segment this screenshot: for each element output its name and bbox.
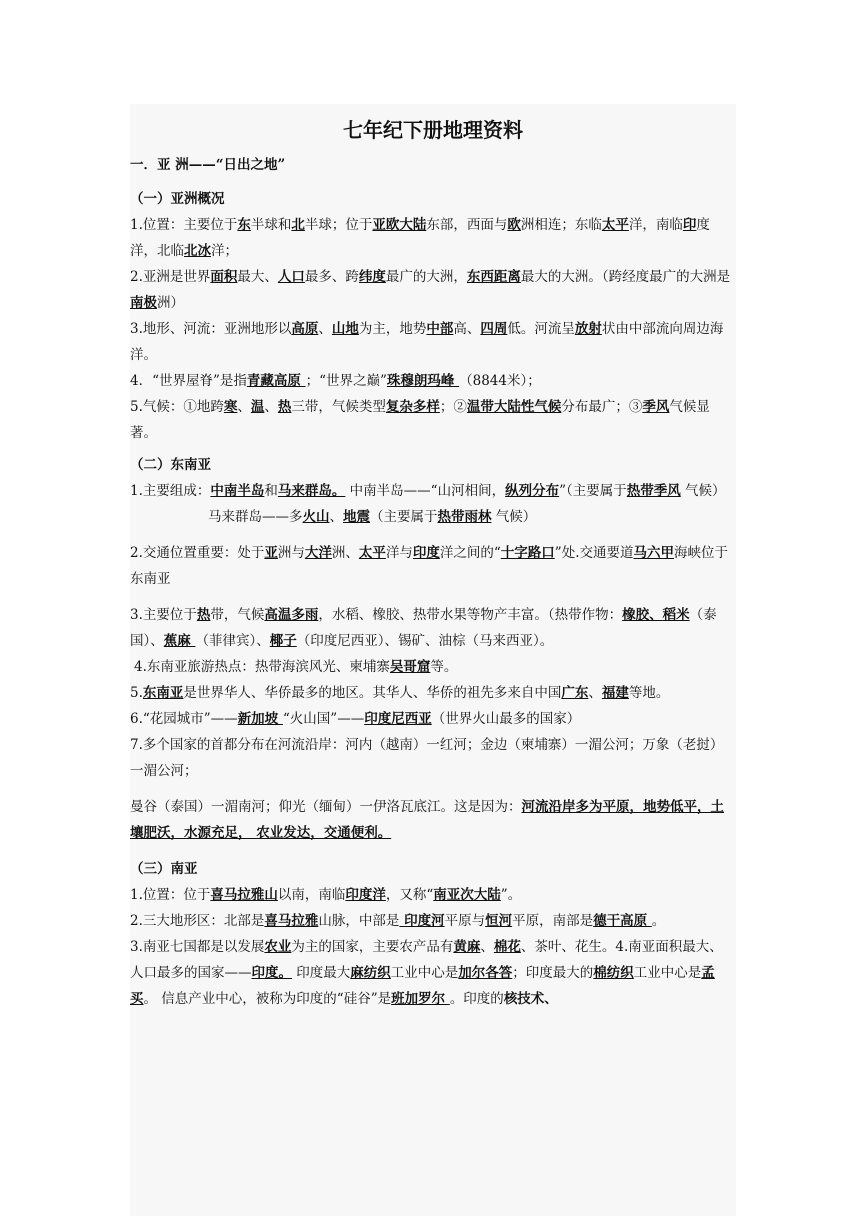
text-run: 分布最广；③ [561, 399, 643, 415]
text-run: 1.位置：位于 [130, 887, 211, 903]
text-run: 。印度的 [449, 991, 504, 1007]
key-term: 热 [277, 399, 292, 415]
text-run: 、 [318, 321, 332, 337]
key-term: 椰子 [269, 633, 297, 649]
paragraph [130, 706, 736, 732]
key-term: 寒 [223, 399, 238, 415]
key-term: 德干高原 [593, 913, 652, 929]
key-term: 广东 [561, 685, 589, 701]
text-run: 半球；位于 [304, 217, 373, 233]
text-run: 平原，南部是 [512, 913, 594, 929]
paragraph [130, 540, 736, 592]
key-term: 四周 [480, 321, 508, 337]
key-term: 北 [291, 217, 305, 233]
text-run: （主要属于 [370, 509, 438, 525]
key-term: 中部 [426, 321, 454, 337]
text-run: 3.地形、河流：亚洲地形以 [130, 321, 292, 337]
document-title: 七年纪下册地理资料 [343, 118, 523, 142]
text-run: 6.“花园城市”—— [130, 711, 238, 727]
key-term: 珠穆朗玛峰 [386, 373, 460, 389]
paragraph [130, 908, 736, 934]
key-term: 太平 [601, 217, 629, 233]
paragraph [130, 212, 736, 264]
text-run: 7.多个国家的首都分布在河流沿岸：河内（越南）一红河；金边（柬埔寨）一湄公河；万象（老挝）一湄公河； [130, 737, 724, 779]
key-term: 亚欧大陆 [372, 217, 427, 233]
key-term: 印 [682, 217, 697, 233]
key-term: 印度河 [399, 913, 445, 929]
key-term: 印度洋 [345, 887, 386, 903]
text-run: 半球和 [250, 217, 292, 233]
key-term: 南极 [130, 295, 157, 311]
key-term: 棉花 [493, 939, 521, 955]
text-run: 2.三大地形区：北部是 [130, 913, 265, 929]
text-run: 东部，西面与 [426, 217, 508, 233]
south-asia-paragraphs [130, 882, 736, 1012]
key-term: 纬度 [358, 269, 386, 285]
text-run: ，水稻、橡胶、热带水果等物产丰富。（热带作物： [318, 607, 623, 623]
text-run: 最大的大洲。（跨经度最广的大洲是 [520, 269, 731, 285]
text-run: 海峡位于东南亚 [130, 545, 728, 587]
key-term: 季风 [642, 399, 670, 415]
key-term: 放射 [574, 321, 602, 337]
text-run: 平原与 [444, 913, 486, 929]
paragraph [130, 264, 736, 316]
key-term: 孟买 [130, 965, 715, 1007]
key-term: 青藏高原 [246, 373, 306, 389]
text-run: 为主，地势 [358, 321, 427, 337]
text-run: 洲、 [331, 545, 359, 561]
text-run: 5.气候：①地跨 [130, 399, 224, 415]
key-term: 农业 [264, 939, 292, 955]
text-run: 为主的国家，主要农产品有 [291, 939, 454, 955]
section-heading-asia: 一．亚 洲——“日出之地” [130, 157, 286, 173]
text-run: 气候） [491, 509, 537, 525]
paragraph [130, 504, 736, 530]
text-run: 和 [264, 483, 278, 499]
key-term: 橡胶、 [622, 607, 663, 623]
key-term: 热带季风 [626, 483, 681, 499]
key-term: 河流沿岸多为平原，地势低平，土壤肥沃，水源充足， 农业发达，交通便利。 [130, 799, 724, 841]
southeast-asia-paragraphs [130, 478, 736, 846]
subheading-asia-overview: （一）亚洲概况 [130, 191, 225, 207]
key-term: 地震 [343, 509, 370, 525]
text-run: 洲） [157, 295, 184, 311]
text-run: 、 [264, 399, 278, 415]
text-run: ”（主要属于 [559, 483, 627, 499]
key-term: 新加坡 [237, 711, 283, 727]
text-run: ，又称“ [385, 887, 434, 903]
key-term: 印度 [412, 545, 440, 561]
key-term: 太平 [358, 545, 386, 561]
key-term: 火山 [302, 509, 330, 525]
text-run: 三带，气候类型 [291, 399, 386, 415]
key-term: 印度尼西亚 [364, 711, 432, 727]
key-term: 恒河 [485, 913, 513, 929]
text-run: 曼谷（泰国）一湄南河；仰光（缅甸）一伊洛瓦底江。这是因为： [130, 799, 522, 815]
text-run: 等。 [430, 659, 458, 675]
key-term: 欧 [507, 217, 521, 233]
paragraph [130, 478, 736, 504]
key-term: 温带大陆性气候 [466, 399, 562, 415]
text-run: 最大、 [237, 269, 278, 285]
text-run: 山脉，中部是 [318, 913, 400, 929]
text-run: 洋，南临 [628, 217, 683, 233]
text-run: 最多、跨 [304, 269, 359, 285]
key-term: 大洋 [304, 545, 332, 561]
text-run: 洋； [211, 243, 238, 259]
text-run: 低。河流呈 [507, 321, 575, 337]
text-run: ；印度最大的 [512, 965, 594, 981]
key-term: 东西距离 [466, 269, 521, 285]
key-term: 核技术、 [503, 991, 558, 1007]
key-term: 麻纺织 [350, 965, 391, 981]
text-run: 洋之间的“ [439, 545, 501, 561]
text-run: 4．“世界屋脊”是指 [130, 373, 247, 389]
key-term: 喜马拉雅山 [210, 887, 278, 903]
text-run: 。 [651, 913, 666, 929]
text-run: 、 [329, 509, 343, 525]
paragraph [130, 934, 736, 1012]
key-term: 温 [250, 399, 265, 415]
text-run: 度洋，北临 [130, 217, 710, 259]
document-content [130, 112, 736, 1012]
subheading-southeast-asia: （二）东南亚 [130, 457, 211, 473]
key-term: 蕉麻 [163, 633, 196, 649]
key-term: 人口 [277, 269, 305, 285]
text-run: 2.亚洲是世界 [130, 269, 211, 285]
text-run: 。 信息产业中心，被称为印度的“硅谷”是 [143, 991, 392, 1007]
paragraph [130, 732, 736, 784]
key-term: 南亚次大陆 [433, 887, 501, 903]
key-term: 热 [196, 607, 211, 623]
text-run: 3.主要位于 [130, 607, 197, 623]
text-run: 等地。 [628, 685, 670, 701]
asia-paragraphs [130, 212, 736, 446]
key-term: 喜马拉雅 [264, 913, 319, 929]
key-term: 纵列分布 [505, 483, 560, 499]
text-run: 、 [237, 399, 251, 415]
text-run: 工业中心是 [390, 965, 459, 981]
key-term: 面积 [210, 269, 238, 285]
text-run: 洋与 [385, 545, 413, 561]
text-run: 、 [588, 685, 602, 701]
key-term: 复杂多样 [385, 399, 440, 415]
key-term: 黄麻 [453, 939, 481, 955]
text-run: 是世界华人、华侨最多的地区。其华人、华侨的祖先多来自中国 [183, 685, 562, 701]
paragraph [130, 654, 736, 680]
text-run: 2.交通位置重要：处于 [130, 545, 265, 561]
text-run: 印度最大 [292, 965, 351, 981]
key-term: 热带雨林 [437, 509, 492, 525]
text-run: 、 [480, 939, 494, 955]
text-run: （菲律宾）、 [195, 633, 270, 649]
text-run: 带，气候 [210, 607, 265, 623]
key-term: 班加罗尔 [391, 991, 450, 1007]
text-run: 5. [130, 685, 143, 701]
key-term: 中南半岛 [210, 483, 265, 499]
text-run: 最广的大洲， [385, 269, 467, 285]
text-run: ；“世界之巅” [305, 373, 387, 389]
key-term: 棉纺织 [593, 965, 634, 981]
paragraph [130, 394, 736, 446]
text-run: 中南半岛——“山河相间， [345, 483, 506, 499]
key-term: 加尔各答 [458, 965, 513, 981]
key-term: 马六甲 [633, 545, 674, 561]
text-run: 4.东南亚旅游热点：热带海滨风光、柬埔寨 [134, 659, 390, 675]
text-run: 1.主要组成： [130, 483, 211, 499]
paragraph [130, 882, 736, 908]
text-run: （印度尼西亚）、锡矿、油棕（马来西亚）。 [296, 633, 554, 649]
text-run: ；② [439, 399, 467, 415]
text-run: 以南，南临 [277, 887, 346, 903]
key-term: 福建 [601, 685, 629, 701]
paragraph [130, 680, 736, 706]
text-run: （8844米）； [459, 373, 541, 389]
text-run: 洲与 [277, 545, 305, 561]
text-run: 3.南亚七国都是以发展 [130, 939, 265, 955]
paragraph [130, 368, 736, 394]
key-term: 亚 [264, 545, 278, 561]
text-run: 气候显著。 [130, 399, 710, 441]
key-term: 吴哥窟 [389, 659, 431, 675]
key-term: 东 [237, 217, 251, 233]
text-run: 工业中心是 [633, 965, 702, 981]
paragraph [130, 316, 736, 368]
text-run: 洲相连；东临 [520, 217, 602, 233]
text-run: 状由中部流向周边海洋。 [130, 321, 724, 363]
key-term: 山地 [331, 321, 359, 337]
text-run: 气候） [680, 483, 726, 499]
key-term: 高温多雨 [264, 607, 319, 623]
text-run: 马来群岛——多 [208, 509, 303, 525]
key-term: 北冰 [184, 243, 211, 259]
text-run: 1.位置：主要位于 [130, 217, 238, 233]
key-term: 东南亚 [142, 685, 184, 701]
text-run: ”。 [500, 887, 522, 903]
text-run: 高、 [453, 321, 481, 337]
key-term: 马来群岛。 [277, 483, 346, 499]
subheading-south-asia: （三）南亚 [130, 861, 198, 877]
text-run: （世界火山最多的国家） [431, 711, 581, 727]
paragraph [130, 602, 736, 654]
key-term: 稻米 [662, 607, 690, 623]
key-term: 十字路口 [500, 545, 555, 561]
paragraph [130, 794, 736, 846]
key-term: 高原 [291, 321, 319, 337]
text-run: ”处.交通要道 [554, 545, 634, 561]
key-term: 印度。 [251, 965, 292, 981]
text-run: （泰国）、 [130, 607, 717, 649]
text-run: 、茶叶、花生。4.南亚面积最大、人口最多的国家—— [130, 939, 723, 981]
text-run: “火山国”—— [282, 711, 365, 727]
